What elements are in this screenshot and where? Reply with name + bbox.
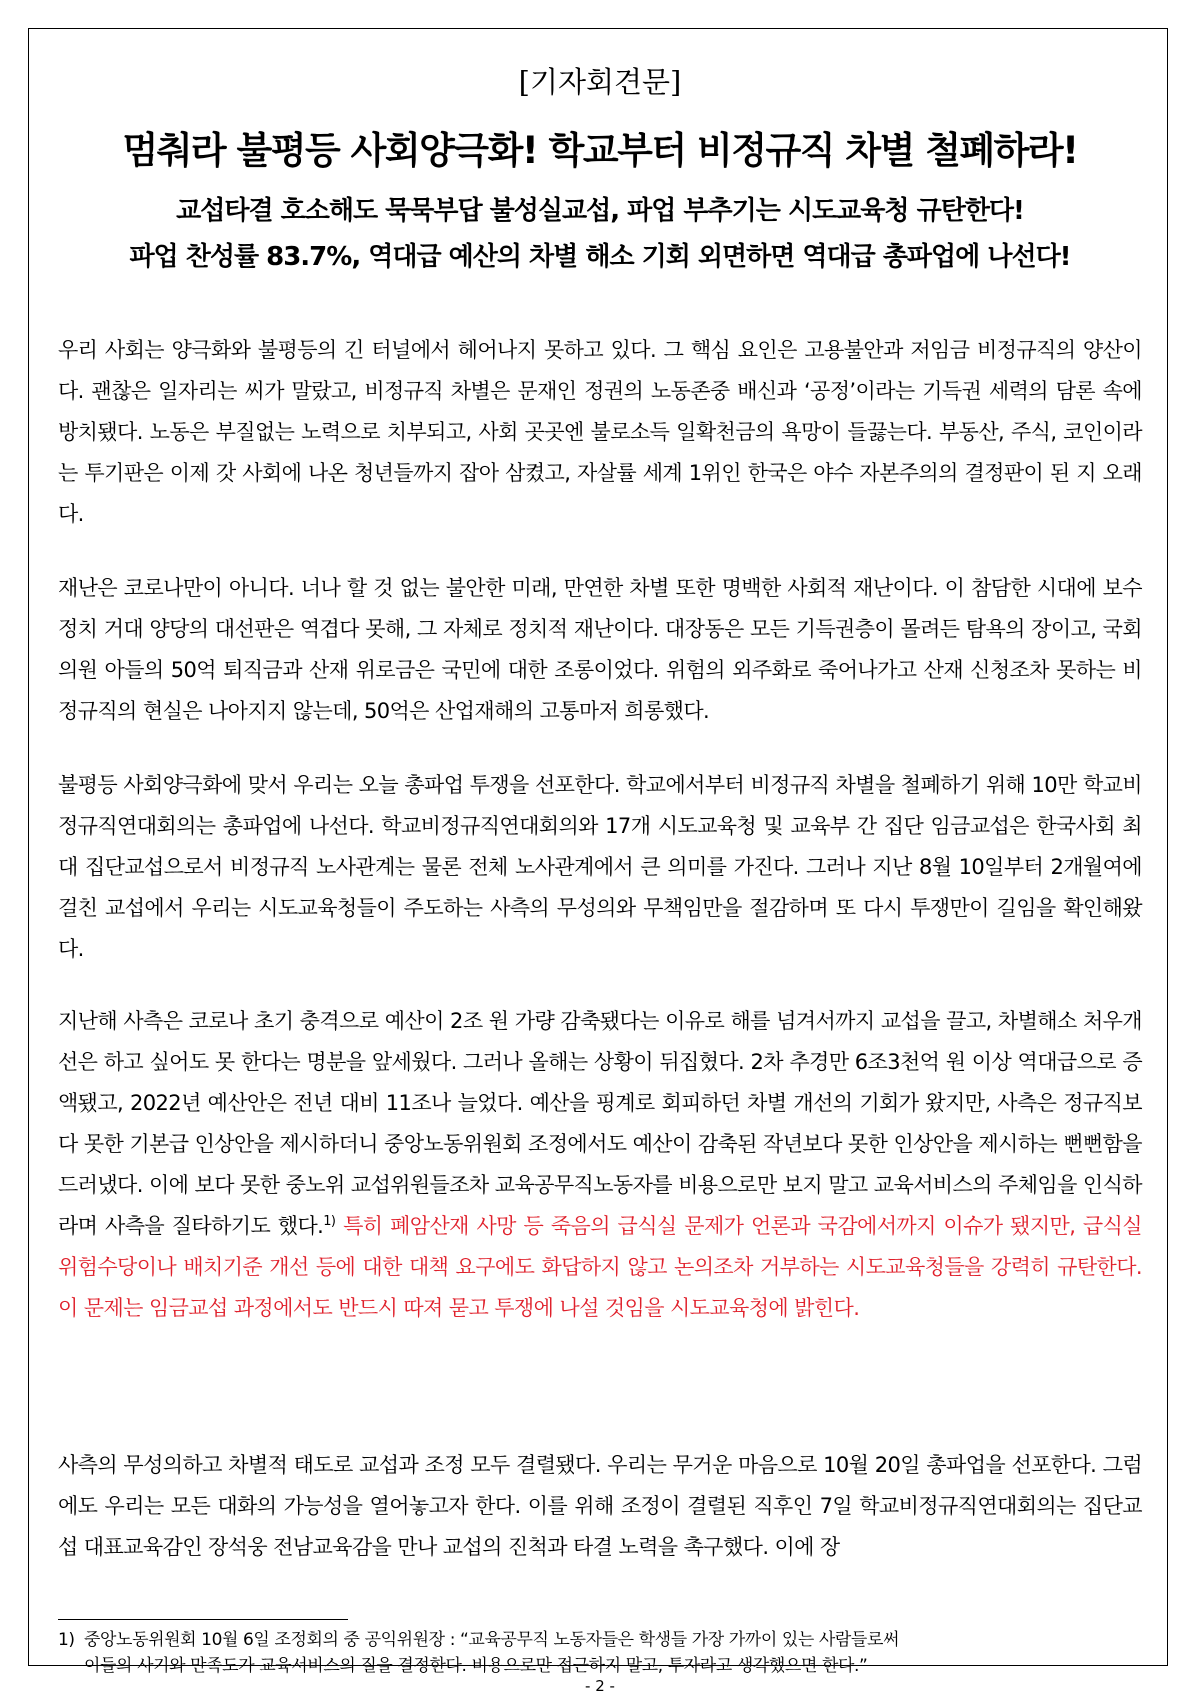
footnote-line-1: 중앙노동위원회 10월 6일 조정회의 중 공익위원장 : “교육공무직 노동자들은 학생들 가장 가까이 있는 사람들로써 — [84, 1630, 899, 1650]
paragraph-4 — [58, 1001, 1142, 1329]
paragraph-5: 사측의 무성의하고 차별적 태도로 교섭과 조정 모두 결렬됐다. 우리는 무거운 마음으로 10월 20일 총파업을 선포한다. 그럼에도 우리는 모든 대화의 가능성을 열어놓고자 한다. 이를 위해 조정이 결렬된 직후인 7일 학교비정규직연대회의는 집단교섭 대표교육감인 장석웅 전남교육감을 만나 교섭의 진척과 타결 노력을 촉구했다. 이에 장 — [58, 1453, 1142, 1559]
footnote-number: 1) — [58, 1630, 75, 1650]
subtitle-1: 교섭타결 호소해도 묵묵부답 불성실교섭, 파업 부추기는 시도교육청 규탄한다! — [176, 196, 1024, 226]
footnote-line-2: 이들의 사기와 만족도가 교육서비스의 질을 결정한다. 비용으로만 접근하지 말고, 투자라고 생각했으면 한다.” — [84, 1656, 868, 1676]
footnote-divider — [58, 1619, 348, 1620]
footnote — [58, 1627, 1142, 1679]
footnote-reference[interactable]: 1) — [323, 1214, 336, 1229]
paragraph-4-text: 지난해 사측은 코로나 초기 충격으로 예산이 2조 원 가량 감축됐다는 이유로 해를 넘겨서까지 교섭을 끌고, 차별해소 처우개선은 하고 싶어도 못 한다는 명분을 앞세웠다. 그러나 올해는 상황이 뒤집혔다. 2차 추경만 6조3천억 원 이상 역대급으로 증액됐고, 2022년 예산안은 전년 대비 11조나 늘었다. 예산을 핑계로 회피하던 차별 개선의 기회가 왔지만, 사측은 정규직보다 못한 기본급 인상안을 제시하더니 중앙노동위원회 조정에서도 예산이 감축된 작년보다 못한 인상안을 제시하는 뻔뻔함을 드러냈다. 이에 보다 못한 중노위 교섭위원들조차 교육공무직노동자를 비용으로만 보지 말고 교육서비스의 주체임을 인식하라며 사측을 질타하기도 했다. — [58, 1009, 1142, 1238]
subtitle-2: 파업 찬성률 83.7%, 역대급 예산의 차별 해소 기회 외면하면 역대급 총파업에 나선다! — [129, 242, 1071, 272]
page-number: - 2 - — [585, 1677, 615, 1695]
paragraph-1: 우리 사회는 양극화와 불평등의 긴 터널에서 헤어나지 못하고 있다. 그 핵심 요인은 고용불안과 저임금 비정규직의 양산이다. 괜찮은 일자리는 씨가 말랐고, 비정규직 차별은 문재인 정권의 노동존중 배신과 ‘공정’이라는 기득권 세력의 담론 속에 방치됐다. 노동은 부질없는 노력으로 치부되고, 사회 곳곳엔 불로소득 일확천금의 욕망이 들끓는다. 부동산, 주식, 코인이라는 투기판은 이제 갓 사회에 나온 청년들까지 잡아 삼켰고, 자살률 세계 1위인 한국은 야수 자본주의의 결정판이 된 지 오래다. — [58, 338, 1142, 526]
paragraph-3: 불평등 사회양극화에 맞서 우리는 오늘 총파업 투쟁을 선포한다. 학교에서부터 비정규직 차별을 철폐하기 위해 10만 학교비정규직연대회의는 총파업에 나선다. 학교비정규직연대회의와 17개 시도교육청 및 교육부 간 집단 임금교섭은 한국사회 최대 집단교섭으로서 비정규직 노사관계는 물론 전체 노사관계에서 큰 의미를 가진다. 그러나 지난 8월 10일부터 2개월여에 걸친 교섭에서 우리는 시도교육청들이 주도하는 사측의 무성의와 무책임만을 절감하며 또 다시 투쟁만이 길임을 확인해왔다. — [58, 773, 1142, 961]
paragraph-2: 재난은 코로나만이 아니다. 너나 할 것 없는 불안한 미래, 만연한 차별 또한 명백한 사회적 재난이다. 이 참담한 시대에 보수정치 거대 양당의 대선판은 역겹다 못해, 그 자체로 정치적 재난이다. 대장동은 모든 기득권층이 몰려든 탐욕의 장이고, 국회의원 아들의 50억 퇴직금과 산재 위로금은 국민에 대한 조롱이었다. 위험의 외주화로 죽어나가고 산재 신청조차 못하는 비정규직의 현실은 나아지지 않는데, 50억은 산업재해의 고통마저 희롱했다. — [58, 576, 1142, 723]
paragraph-4-highlight: 특히 폐암산재 사망 등 죽음의 급식실 문제가 언론과 국감에서까지 이슈가 됐지만, 급식실 위험수당이나 배치기준 개선 등에 대한 대책 요구에도 화답하지 않고 논의조차 거부하는 시도교육청들을 강력히 규탄한다. 이 문제는 임금교섭 과정에서도 반드시 따져 묻고 투쟁에 나설 것임을 시도교육청에 밝힌다. — [58, 1214, 1142, 1320]
main-title: 멈춰라 불평등 사회양극화! 학교부터 비정규직 차별 철폐하라! — [122, 129, 1078, 172]
document-type-label: [기자회견문] — [518, 65, 682, 99]
